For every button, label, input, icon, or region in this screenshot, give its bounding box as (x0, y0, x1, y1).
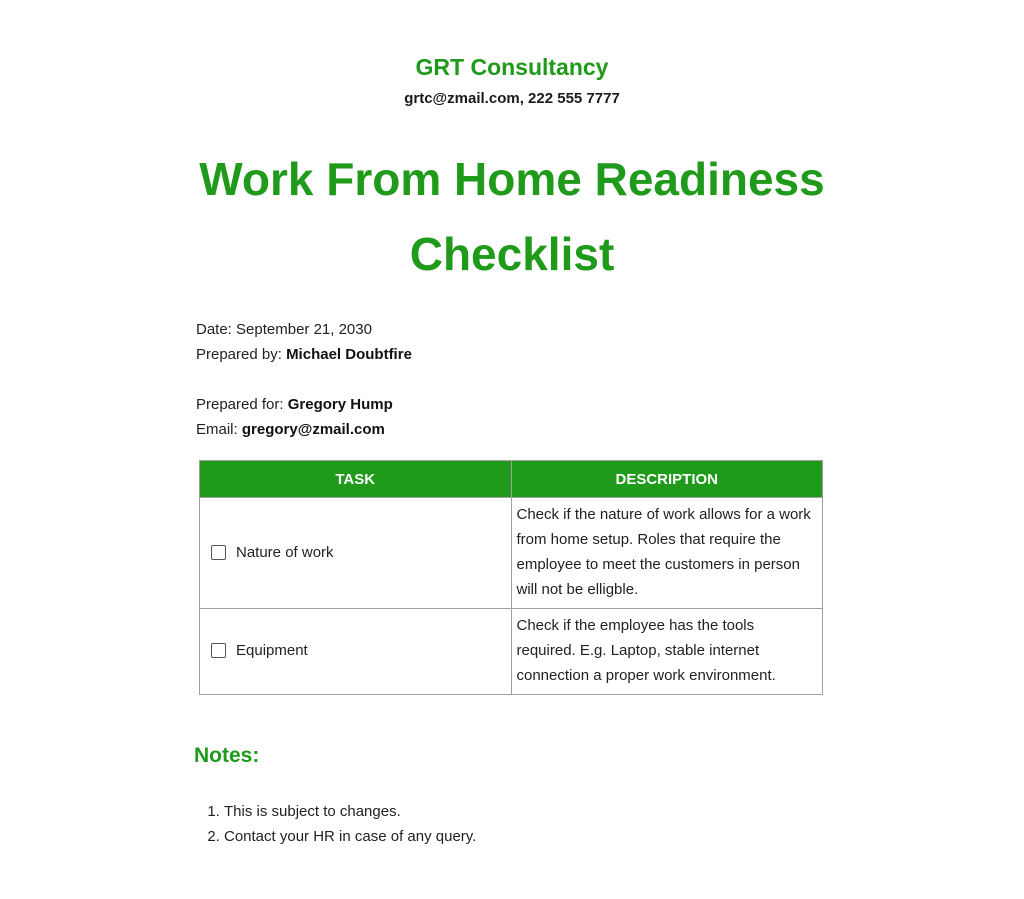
task-cell (200, 498, 512, 609)
company-name: GRT Consultancy (415, 54, 609, 80)
prepared-by-label: Prepared by: (196, 346, 282, 363)
task-checkbox[interactable] (211, 643, 226, 658)
date-line (196, 317, 372, 342)
email-value: gregory@zmail.com (241, 421, 385, 438)
document-title: Work From Home Readiness Checklist (199, 153, 825, 280)
prepared-by-value: Michael Doubtfire (286, 346, 412, 363)
table-row (200, 609, 823, 695)
prepared-for-value: Gregory Hump (287, 396, 393, 413)
prepared-by-line (196, 342, 412, 367)
checklist-table (199, 460, 823, 695)
description-cell: Check if the nature of work allows for a work from home setup. Roles that require the employee to meet the customers in person will not be elligble. (511, 498, 823, 609)
column-header-description: DESCRIPTION (511, 461, 823, 498)
notes-list (194, 799, 476, 849)
task-cell (200, 609, 512, 695)
description-cell: Check if the employee has the tools required. E.g. Laptop, stable internet connection a proper work environment. (511, 609, 823, 695)
task-checkbox[interactable] (211, 545, 226, 560)
list-item: 2. Contact your HR in case of any query. (224, 824, 476, 849)
column-header-task: TASK (200, 461, 512, 498)
prepared-for-line (196, 392, 393, 417)
table-row (200, 498, 823, 609)
email-line (196, 417, 385, 442)
list-item: 1. This is subject to changes. (224, 799, 476, 824)
date-label: Date: (196, 321, 232, 338)
prepared-for-label: Prepared for: (196, 396, 284, 413)
task-label: Nature of work (236, 543, 334, 561)
table-header-row (200, 461, 823, 498)
company-contact: grtc@zmail.com, 222 555 7777 (404, 90, 620, 107)
date-value: September 21, 2030 (236, 321, 372, 338)
notes-heading: Notes: (194, 744, 260, 767)
email-label: Email: (196, 421, 238, 438)
task-label: Equipment (236, 642, 308, 659)
